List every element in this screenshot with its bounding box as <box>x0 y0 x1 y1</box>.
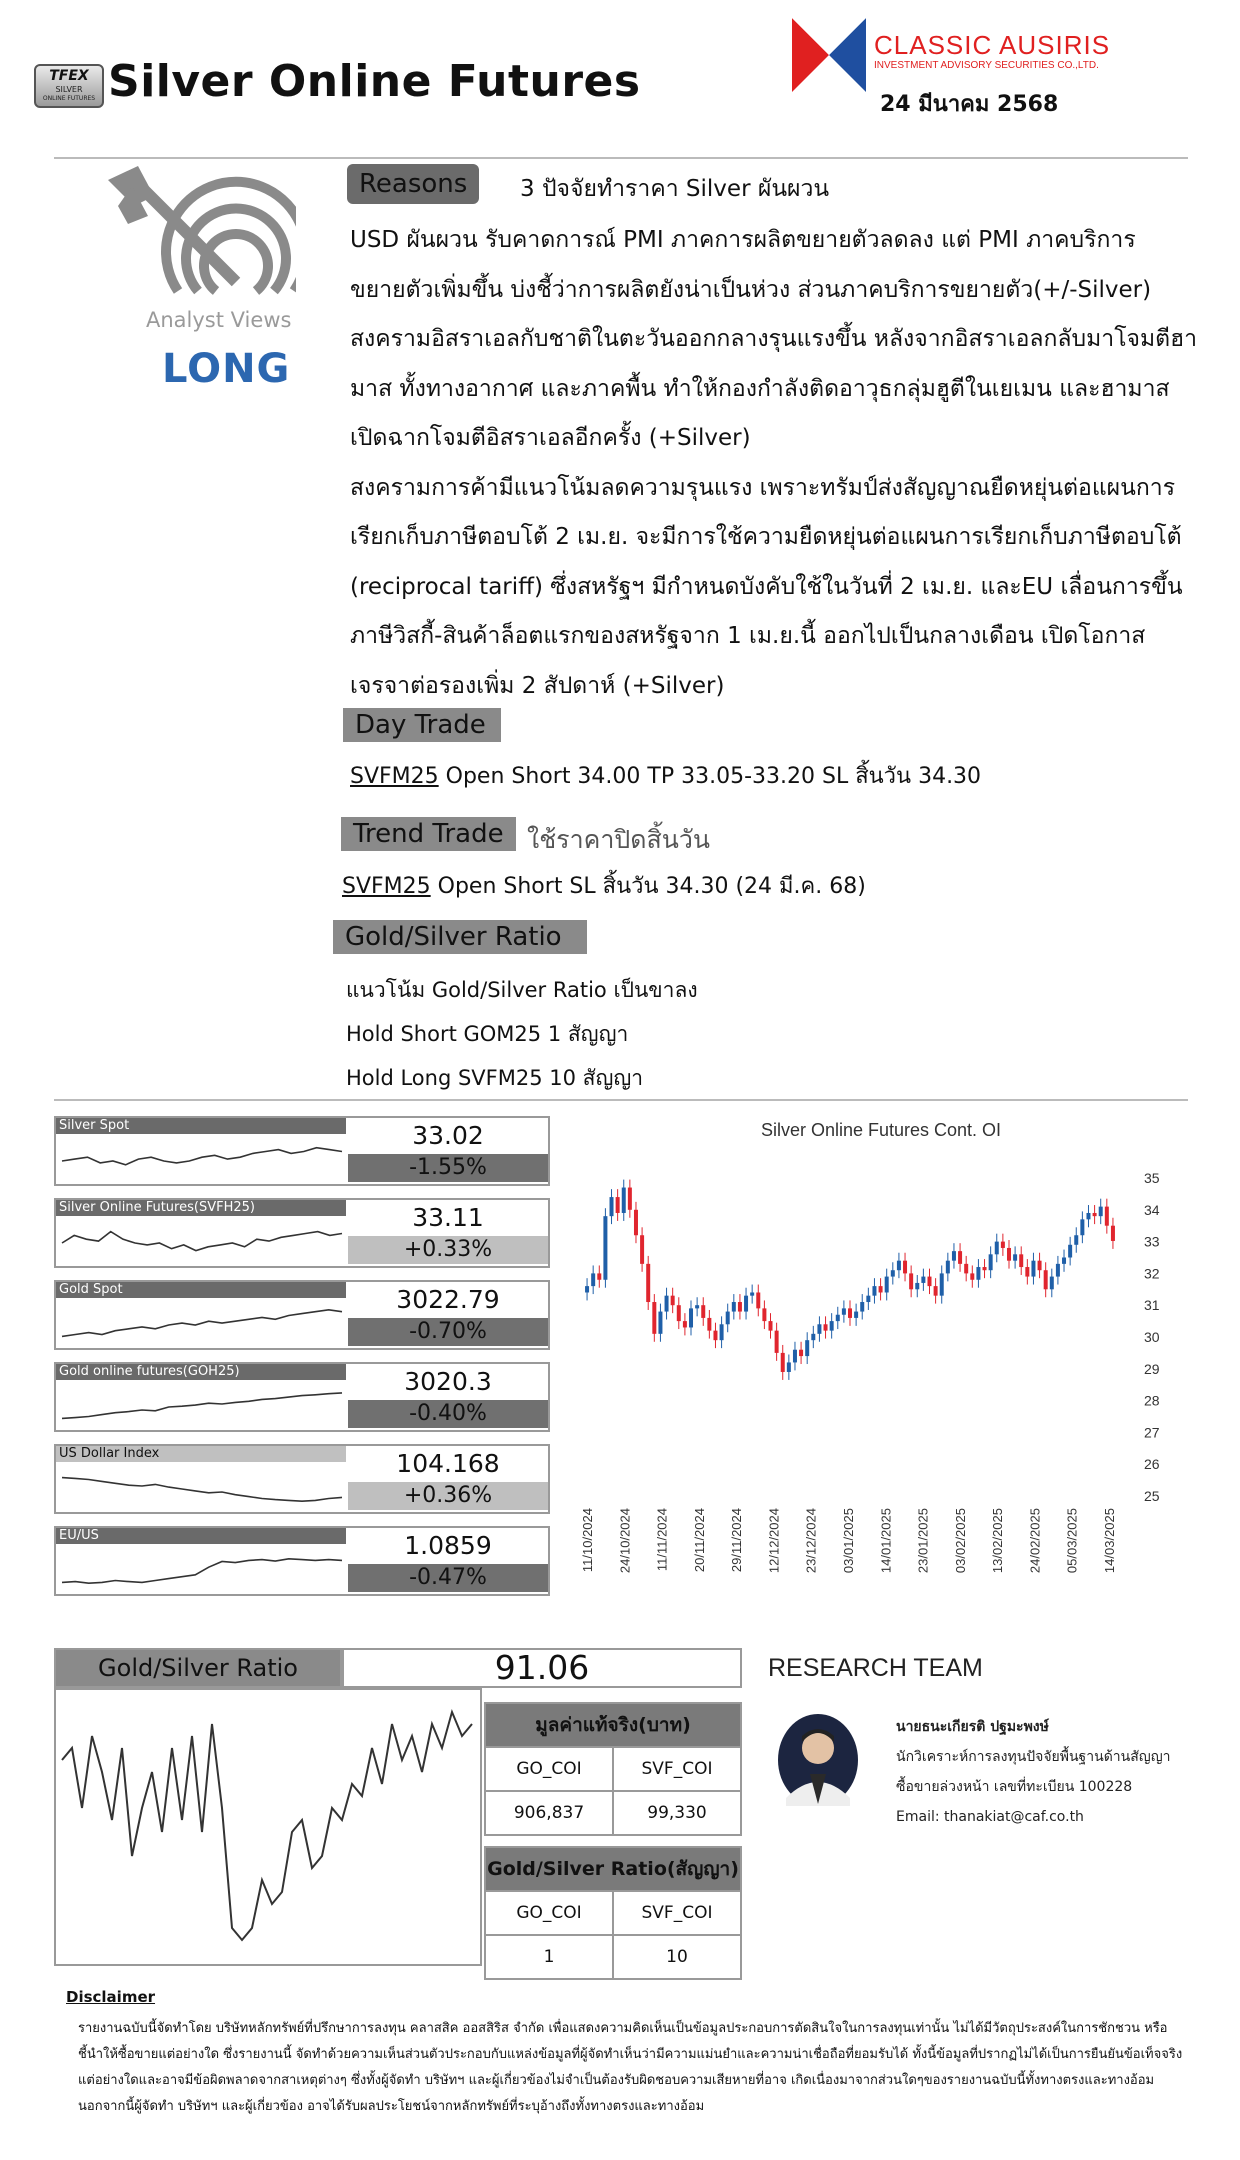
candle-body <box>1038 1261 1042 1271</box>
candle-body <box>1062 1258 1066 1264</box>
ticker-value: 33.11 <box>412 1203 484 1232</box>
candle-body <box>1099 1207 1103 1217</box>
sparkline-path <box>62 1478 342 1502</box>
candle-body <box>713 1331 717 1341</box>
candle-body <box>836 1315 840 1321</box>
candle-body <box>775 1331 779 1353</box>
header-divider <box>54 157 1188 159</box>
candle-body <box>793 1350 797 1363</box>
y-tick-label: 29 <box>1144 1360 1160 1377</box>
candle-body <box>1019 1254 1023 1267</box>
x-tick-label: 11/10/2024 <box>580 1508 595 1573</box>
candle-body <box>665 1296 669 1312</box>
ratio-contract-cell: 1 <box>485 1935 613 1979</box>
ratio-line: Hold Long SVFM25 10 สัญญา <box>346 1066 644 1090</box>
candle-body <box>958 1251 962 1264</box>
candle-body <box>652 1302 656 1334</box>
analyst-role: นักวิเคราะห์การลงทุนปัจจัยพื้นฐานด้านสัญญา <box>896 1749 1171 1765</box>
ticker-label: Silver Spot <box>56 1118 346 1134</box>
ticker-sparkline <box>58 1218 346 1266</box>
candle-body <box>658 1312 662 1334</box>
tfex-logo <box>34 64 104 108</box>
sparkline-path <box>62 1232 342 1251</box>
candle-body <box>646 1264 650 1302</box>
reason-line: (reciprocal tariff) ซึ่งสหรัฐฯ มีกำหนดบังคับใช้ในวันที่ 2 เม.ย. และEU เลื่อนการขึ้น <box>350 573 1183 600</box>
ticker-sparkline <box>58 1546 346 1594</box>
candle-body <box>1013 1254 1017 1260</box>
candle-body <box>787 1362 791 1372</box>
tfex-logo-sub1: SILVER <box>55 85 83 94</box>
trend-trade-note: ใช้ราคาปิดสิ้นวัน <box>527 825 710 854</box>
ticker-value: 104.168 <box>396 1449 500 1478</box>
candle-body <box>915 1283 919 1289</box>
x-tick-label: 14/03/2025 <box>1102 1508 1117 1574</box>
candle-body <box>738 1302 742 1312</box>
candle-body <box>934 1286 938 1296</box>
section-divider <box>54 1099 1188 1101</box>
x-tick-label: 29/11/2024 <box>729 1508 745 1573</box>
ticker-label: Silver Online Futures(SVFH25) <box>56 1200 346 1216</box>
candle-body <box>952 1251 956 1261</box>
candle-body <box>689 1308 693 1327</box>
candle-body <box>695 1305 699 1308</box>
candle-body <box>903 1261 907 1274</box>
ticker-value: 33.02 <box>412 1121 484 1150</box>
disclaimer-line: ชี้นำให้ซื้อขายแต่อย่างใด ซึ่งรายงานนี้ จัดทำด้วยความเห็นส่วนตัวประกอบกับแหล่งข้อมูลที่ผู้จัดทำเห็นว่ามีความแม่นยำและความน่าเชื่อถือที่ยอมรับได้ ทั้งนี้ข้อมูลที่ปรากฏไม่ได้เป็นการยืนยันข้อเท็จจริง <box>78 2047 1183 2062</box>
candle-body <box>872 1286 876 1296</box>
ticker-panel <box>54 1526 550 1596</box>
y-tick-label: 35 <box>1144 1170 1160 1186</box>
y-tick-label: 26 <box>1144 1456 1160 1473</box>
analyst-info <box>896 1712 1171 1832</box>
ticker-panel <box>54 1116 550 1186</box>
ticker-sparkline <box>58 1300 346 1348</box>
trend-trade-text: Open Short SL สิ้นวัน 34.30 (24 มี.ค. 68) <box>430 874 866 899</box>
brand-name: CLASSIC AUSIRIS <box>874 30 1111 60</box>
silver-chart <box>576 1108 1186 1608</box>
ticker-label: US Dollar Index <box>56 1446 346 1462</box>
candle-body <box>799 1350 803 1356</box>
candle-body <box>909 1273 913 1289</box>
x-tick-label: 20/11/2024 <box>691 1508 707 1573</box>
report-date: 24 มีนาคม 2568 <box>880 92 1059 117</box>
candle-body <box>885 1277 889 1293</box>
trend-trade-tag: Trend Trade <box>341 817 516 851</box>
candle-body <box>805 1340 809 1356</box>
sparkline-path <box>62 1393 342 1419</box>
candle-body <box>1007 1248 1011 1261</box>
product-title: Silver Online Futures <box>108 56 641 107</box>
candle-body <box>1080 1219 1084 1235</box>
candle-body <box>762 1308 766 1321</box>
disclaimer-line: นอกจากนี้ผู้จัดทำ บริษัทฯ และผู้เกี่ยวข้อง อาจได้รับผลประโยชน์จากหลักทรัพย์ที่ระบุอ้างถึงทั้งทางตรงและทางอ้อม <box>78 2099 705 2114</box>
candle-body <box>634 1210 638 1235</box>
target-arrow-icon <box>108 166 296 296</box>
candle-body <box>921 1277 925 1283</box>
candle-body <box>1044 1270 1048 1289</box>
real-value-cell: 906,837 <box>485 1791 613 1835</box>
day-trade-line <box>350 758 981 793</box>
chart-title: Silver Online Futures Cont. OI <box>760 1120 1002 1140</box>
ratio-section-body <box>346 968 698 1100</box>
candle-body <box>1068 1245 1072 1258</box>
y-tick-label: 33 <box>1144 1233 1160 1250</box>
ratio-contract-header: SVF_COI <box>613 1891 741 1935</box>
ratio-spark-frame <box>54 1688 482 1966</box>
analyst-name: นายธนะเกียรติ ปฐมะพงษ์ <box>896 1719 1049 1735</box>
candle-body <box>603 1216 607 1280</box>
ticker-label: Gold Spot <box>56 1282 346 1298</box>
ratio-line: Hold Short GOM25 1 สัญญา <box>346 1022 629 1046</box>
candle-body <box>946 1261 950 1274</box>
day-trade-symbol: SVFM25 <box>350 764 439 789</box>
ratio-panel-title: Gold/Silver Ratio <box>54 1648 342 1688</box>
candle-body <box>750 1292 754 1295</box>
y-tick-label: 31 <box>1144 1297 1160 1314</box>
ratio-contract-header: GO_COI <box>485 1891 613 1935</box>
sparkline-path <box>62 1559 342 1583</box>
ticker-panel <box>54 1444 550 1514</box>
candle-body <box>671 1296 675 1306</box>
candle-body <box>769 1321 773 1331</box>
ratio-contract-title: Gold/Silver Ratio(สัญญา) <box>485 1847 741 1891</box>
ticker-value: 3022.79 <box>396 1285 500 1314</box>
ratio-panel-value: 91.06 <box>342 1648 742 1688</box>
ratio-line: แนวโน้ม Gold/Silver Ratio เป็นขาลง <box>346 978 698 1002</box>
y-tick-label: 25 <box>1144 1488 1160 1504</box>
candle-body <box>701 1305 705 1318</box>
disclaimer-body <box>78 2016 1182 2120</box>
ratio-sparkline-path <box>62 1712 472 1940</box>
real-value-header: SVF_COI <box>613 1747 741 1791</box>
reason-line: ขยายตัวเพิ่มขึ้น บ่งชี้ว่าการผลิตยังน่าเป็นห่วง ส่วนภาคบริการขยายตัว(+/-Silver) <box>350 276 1152 303</box>
tfex-logo-sub2: ONLINE FUTURES <box>42 95 96 102</box>
tfex-logo-text: TFEX <box>49 68 89 84</box>
reasons-body <box>350 216 1197 711</box>
ticker-change: -0.40% <box>348 1400 548 1428</box>
reason-line: เรียกเก็บภาษีตอบโต้ 2 เม.ย. จะมีการใช้ความยืดหยุ่นต่อแผนการเรียกเก็บภาษีตอบโต้ <box>350 524 1182 550</box>
candle-body <box>927 1277 931 1287</box>
candle-body <box>879 1286 883 1292</box>
reason-line: เจรจาต่อรองเพิ่ม 2 สัปดาห์ (+Silver) <box>350 672 725 699</box>
candle-body <box>640 1235 644 1264</box>
brand-subtitle: INVESTMENT ADVISORY SECURITIES CO.,LTD. <box>874 60 1099 71</box>
candle-body <box>628 1188 632 1210</box>
real-value-table <box>484 1702 742 1836</box>
analyst-license: ซื้อขายล่วงหน้า เลขที่ทะเบียน 100228 <box>896 1779 1133 1795</box>
candle-body <box>720 1324 724 1340</box>
disclaimer-title: Disclaimer <box>66 1988 156 2006</box>
candle-body <box>817 1324 821 1334</box>
candle-body <box>1001 1242 1005 1248</box>
x-tick-label: 24/10/2024 <box>617 1508 633 1574</box>
ticker-label: EU/US <box>56 1528 346 1544</box>
candle-body <box>976 1267 980 1280</box>
candle-body <box>842 1308 846 1314</box>
candle-body <box>811 1334 815 1340</box>
candle-body <box>866 1296 870 1302</box>
candle-body <box>848 1308 852 1318</box>
candle-body <box>970 1273 974 1279</box>
sparkline-path <box>62 1148 342 1165</box>
ticker-value: 3020.3 <box>404 1367 492 1396</box>
candle-body <box>677 1305 681 1321</box>
candle-body <box>781 1353 785 1372</box>
ticker-sparkline <box>58 1136 346 1184</box>
day-trade-tag: Day Trade <box>343 708 501 742</box>
x-tick-label: 13/02/2025 <box>990 1508 1006 1574</box>
candle-body <box>597 1273 601 1279</box>
disclaimer-line: รายงานฉบับนี้จัดทำโดย บริษัทหลักทรัพย์ที่ปรึกษาการลงทุน คลาสสิค ออสสิริส จำกัด เพื่อแสดงความคิดเห็นเป็นข้อมูลประกอบการตัดสินใจในการลงทุนเท่านั้น ไม่ได้มีวัตถุประสงค์ในการชักชวน หรือ <box>78 2021 1168 2036</box>
ticker-panel <box>54 1280 550 1350</box>
analyst-view-long: LONG <box>162 346 291 392</box>
disclaimer-line: แต่อย่างใดและอาจมีข้อผิดพลาดจากสาเหตุต่างๆ ซึ่งทั้งผู้จัดทำ บริษัทฯ และผู้เกี่ยวข้องไม่จำเป็นต้องรับผิดชอบความเสียหายที่อาจ เกิดเนื่องมาจากส่วนใดๆของรายงานฉบับนี้ทั้งทางตรงและทางอ้อม <box>78 2073 1155 2088</box>
ticker-change: -0.70% <box>348 1318 548 1346</box>
ticker-panel <box>54 1362 550 1432</box>
sparkline-path <box>62 1310 342 1337</box>
ratio-contract-table <box>484 1846 742 1980</box>
candle-body <box>830 1321 834 1331</box>
candle-body <box>1105 1207 1109 1226</box>
candle-body <box>622 1188 626 1213</box>
candle-body <box>707 1318 711 1331</box>
candle-body <box>1086 1213 1090 1219</box>
trend-trade-line <box>342 868 866 903</box>
candle-body <box>1093 1213 1097 1216</box>
reason-line: สงครามการค้ามีแนวโน้มลดความรุนแรง เพราะทรัมป์ส่งสัญญาณยืดหยุ่นต่อแผนการ <box>350 474 1176 501</box>
candle-body <box>1031 1261 1035 1277</box>
reason-line: USD ผันผวน รับคาดการณ์ PMI ภาคการผลิตขยายตัวลดลง แต่ PMI ภาคบริการ <box>350 227 1136 253</box>
x-tick-label: 12/12/2024 <box>766 1508 782 1574</box>
research-team-heading: RESEARCH TEAM <box>768 1654 983 1682</box>
candle-body <box>983 1267 987 1270</box>
candle-body <box>591 1273 595 1286</box>
x-tick-label: 23/12/2024 <box>803 1508 819 1574</box>
ticker-label: Gold online futures(GOH25) <box>56 1364 346 1380</box>
ticker-panel <box>54 1198 550 1268</box>
x-tick-label: 03/01/2025 <box>841 1508 856 1574</box>
ticker-sparkline <box>58 1382 346 1430</box>
reasons-tag: Reasons <box>347 164 479 204</box>
candle-body <box>964 1264 968 1274</box>
candle-body <box>989 1254 993 1270</box>
day-trade-text: Open Short 34.00 TP 33.05-33.20 SL สิ้นวัน 34.30 <box>438 764 982 789</box>
candle-body <box>756 1292 760 1308</box>
candle-body <box>995 1242 999 1255</box>
candle-body <box>891 1270 895 1276</box>
real-value-header: GO_COI <box>485 1747 613 1791</box>
candle-body <box>732 1302 736 1312</box>
ratio-section-tag: Gold/Silver Ratio <box>333 920 587 954</box>
ticker-change: +0.33% <box>348 1236 548 1264</box>
reason-line: ภาษีวิสกี้-สินค้าล็อตแรกของสหรัฐจาก 1 เม.ย.นี้ ออกไปเป็นกลางเดือน เปิดโอกาส <box>350 623 1146 649</box>
ticker-value: 1.0859 <box>404 1531 492 1560</box>
reason-line: เปิดฉากโจมตีอิสราเอลอีกครั้ง (+Silver) <box>350 425 751 451</box>
candle-body <box>1025 1267 1029 1277</box>
real-value-cell: 99,330 <box>613 1791 741 1835</box>
y-tick-label: 28 <box>1144 1392 1160 1409</box>
y-tick-label: 27 <box>1144 1424 1160 1441</box>
ratio-contract-cell: 10 <box>613 1935 741 1979</box>
candle-body <box>616 1197 620 1213</box>
real-value-title: มูลค่าแท้จริง(บาท) <box>485 1703 741 1747</box>
analyst-email: Email: thanakiat@caf.co.th <box>896 1809 1084 1825</box>
x-tick-label: 14/01/2025 <box>878 1508 894 1574</box>
candle-body <box>860 1302 864 1312</box>
candle-body <box>610 1197 614 1216</box>
reasons-heading: 3 ปัจจัยทำราคา Silver ผันผวน <box>520 176 830 202</box>
candle-body <box>824 1324 828 1330</box>
brand-logo-icon <box>792 18 866 92</box>
y-tick-label: 32 <box>1144 1265 1160 1282</box>
y-tick-label: 30 <box>1144 1329 1160 1345</box>
candle-body <box>897 1261 901 1271</box>
candle-body <box>1111 1226 1115 1241</box>
x-tick-label: 11/11/2024 <box>654 1508 670 1572</box>
candle-body <box>854 1312 858 1318</box>
x-tick-label: 24/02/2025 <box>1027 1508 1043 1574</box>
candle-body <box>744 1296 748 1312</box>
ticker-sparkline <box>58 1464 346 1512</box>
candle-body <box>683 1321 687 1327</box>
candle-body <box>940 1273 944 1295</box>
x-tick-label: 23/01/2025 <box>915 1508 931 1574</box>
y-tick-label: 34 <box>1144 1201 1160 1218</box>
analyst-views-caption: Analyst Views <box>146 308 292 332</box>
analyst-avatar <box>776 1712 860 1808</box>
candle-body <box>1050 1277 1054 1290</box>
candle-body <box>1056 1264 1060 1277</box>
reason-line: สงครามอิสราเอลกับชาติในตะวันออกกลางรุนแรงขึ้น หลังจากอิสราเอลกลับมาโจมตีฮา <box>350 326 1198 352</box>
ticker-change: -1.55% <box>348 1154 548 1182</box>
trend-trade-symbol: SVFM25 <box>342 874 431 899</box>
candle-body <box>1074 1235 1078 1245</box>
candle-body <box>585 1286 589 1292</box>
reason-line: มาส ทั้งทางอากาศ และภาคพื้น ทำให้กองกำลังติดอาวุธกลุ่มฮูตีในเยเมน และฮามาส <box>350 375 1170 402</box>
ticker-change: +0.36% <box>348 1482 548 1510</box>
ticker-change: -0.47% <box>348 1564 548 1592</box>
x-tick-label: 03/02/2025 <box>952 1508 968 1574</box>
x-tick-label: 05/03/2025 <box>1064 1508 1080 1574</box>
candle-body <box>726 1312 730 1325</box>
